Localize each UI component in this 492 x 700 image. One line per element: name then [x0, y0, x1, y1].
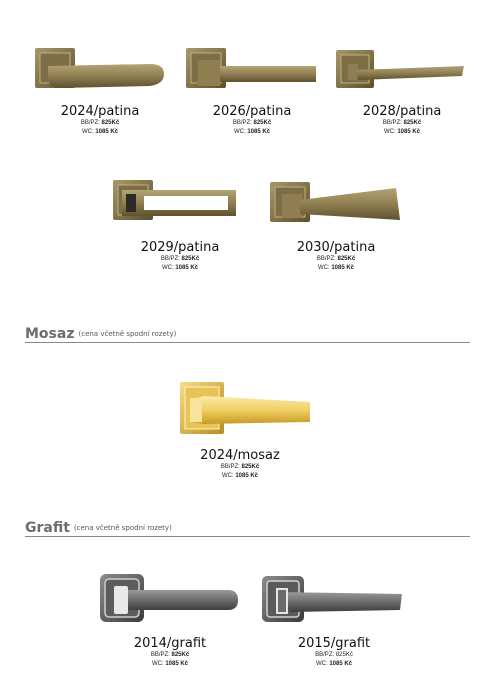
- product-name: 2015/grafit: [297, 636, 371, 651]
- product-2029-patina: [100, 176, 260, 273]
- price-wc: WC: 1085 Kč: [151, 661, 189, 667]
- product-2024-patina: [20, 40, 180, 137]
- price-bb: BB/PZ: 825Kč: [80, 120, 120, 126]
- price-bb: BB/PZ: 825Kč: [220, 464, 260, 470]
- price-bb: BB/PZ: 825Kč: [316, 256, 356, 262]
- price-wc: WC: 1085 Kč: [383, 129, 421, 135]
- section-title-grafit: Grafit (cena včetně spodní rozety): [25, 520, 172, 536]
- section-title-mosaz: Mosaz (cena včetně spodní rozety): [25, 326, 177, 342]
- product-2028-patina: [322, 40, 482, 137]
- product-2014-grafit: [90, 568, 250, 669]
- section-note: (cena včetně spodní rozety): [73, 524, 172, 532]
- price-wc: WC: 1085 Kč: [221, 473, 259, 479]
- door-handle-image: [90, 568, 250, 632]
- price-wc: WC: 1085 Kč: [315, 661, 353, 667]
- section-note: (cena včetně spodní rozety): [78, 330, 177, 338]
- price-bb: BB/PZ: 825Kč: [160, 256, 200, 262]
- price-wc: WC: 1085 Kč: [161, 265, 199, 271]
- price-wc: WC: 1085 Kč: [81, 129, 119, 135]
- section-divider: [25, 536, 470, 537]
- product-name: 2014/grafit: [133, 636, 207, 651]
- product-2015-grafit: [254, 568, 414, 669]
- price-bb: BB/PZ: 825Kč: [232, 120, 272, 126]
- price-bb: BB/PZ: 825Kč: [315, 652, 353, 658]
- product-name: 2024/patina: [60, 104, 140, 119]
- door-handle-image: [172, 40, 332, 100]
- product-2030-patina: [256, 176, 416, 273]
- product-name: 2026/patina: [212, 104, 292, 119]
- product-2024-mosaz: [160, 378, 320, 481]
- product-name: 2029/patina: [140, 240, 220, 255]
- product-name: 2030/patina: [296, 240, 376, 255]
- product-2026-patina: [172, 40, 332, 137]
- door-handle-image: [20, 40, 180, 100]
- price-bb: BB/PZ: 825Kč: [150, 652, 190, 658]
- price-wc: WC: 1085 Kč: [317, 265, 355, 271]
- door-handle-image: [254, 568, 414, 632]
- door-handle-image: [256, 176, 416, 236]
- section-divider: [25, 342, 470, 343]
- product-name: 2028/patina: [362, 104, 442, 119]
- product-name: 2024/mosaz: [200, 448, 280, 463]
- door-handle-image: [100, 176, 260, 236]
- price-wc: WC: 1085 Kč: [233, 129, 271, 135]
- door-handle-image: [322, 40, 482, 100]
- door-handle-image: [160, 378, 320, 444]
- price-bb: BB/PZ: 825Kč: [382, 120, 422, 126]
